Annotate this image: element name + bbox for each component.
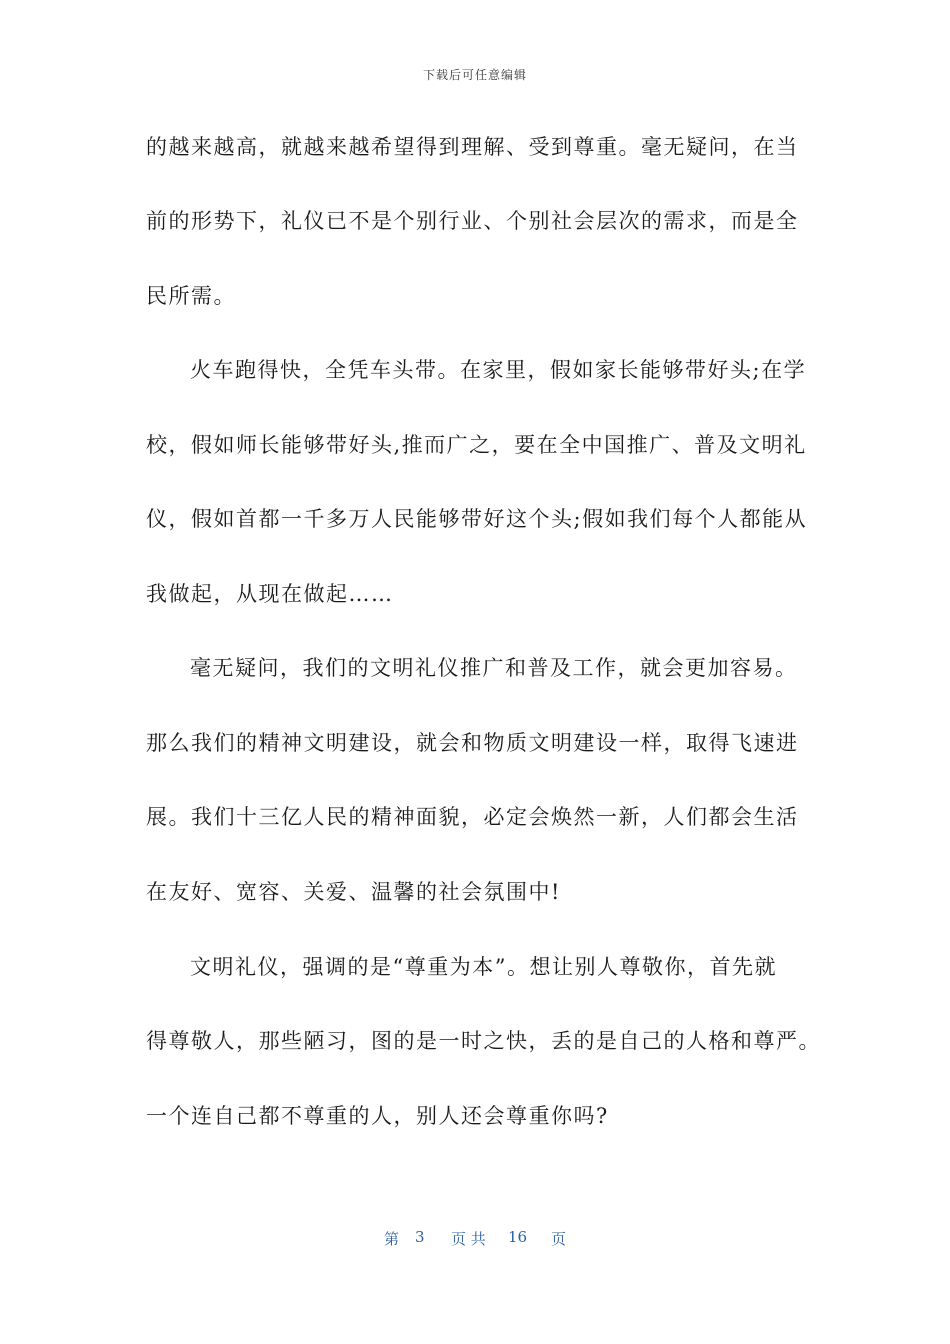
text-line: 展。我们十三亿人民的精神面貌，必定会焕然一新，人们都会生活 [146, 805, 799, 829]
text-line: 那么我们的精神文明建设，就会和物质文明建设一样，取得飞速进 [146, 731, 799, 755]
text-line: 一个连自己都不尊重的人，别人还会尊重你吗? [146, 1104, 609, 1128]
text-line: 民所需。 [146, 284, 236, 308]
page-footer [0, 1228, 950, 1252]
footer-label-page: 第 [384, 1230, 400, 1248]
footer-total-pages: 16 [508, 1228, 528, 1246]
text-line: 在友好、宽容、关爱、温馨的社会氛围中! [146, 880, 561, 904]
page-header: 下载后可任意编辑 [422, 68, 527, 82]
text-line: 校，假如师长能够带好头,推而广之，要在全中国推广、普及文明礼 [146, 433, 807, 457]
text-line: 火车跑得快，全凭车头带。在家里，假如家长能够带好头;在学 [190, 358, 807, 382]
footer-label-of: 页 共 [451, 1230, 486, 1248]
footer-label-pages: 页 [551, 1230, 567, 1248]
text-line: 我做起，从现在做起…… [146, 582, 394, 606]
text-line: 前的形势下，礼仪已不是个别行业、个别社会层次的需求，而是全 [146, 209, 799, 233]
text-line: 文明礼仪，强调的是“尊重为本”。想让别人尊敬你，首先就 [190, 955, 777, 979]
text-line: 仪，假如首都一千多万人民能够带好这个头;假如我们每个人都能从 [146, 507, 808, 531]
text-line: 的越来越高，就越来越希望得到理解、受到尊重。毫无疑问，在当 [146, 135, 799, 159]
text-line: 得尊敬人，那些陋习，图的是一时之快，丢的是自己的人格和尊严。 [146, 1029, 821, 1053]
text-line: 毫无疑问，我们的文明礼仪推广和普及工作，就会更加容易。 [190, 656, 798, 680]
footer-current-page: 3 [415, 1228, 425, 1246]
